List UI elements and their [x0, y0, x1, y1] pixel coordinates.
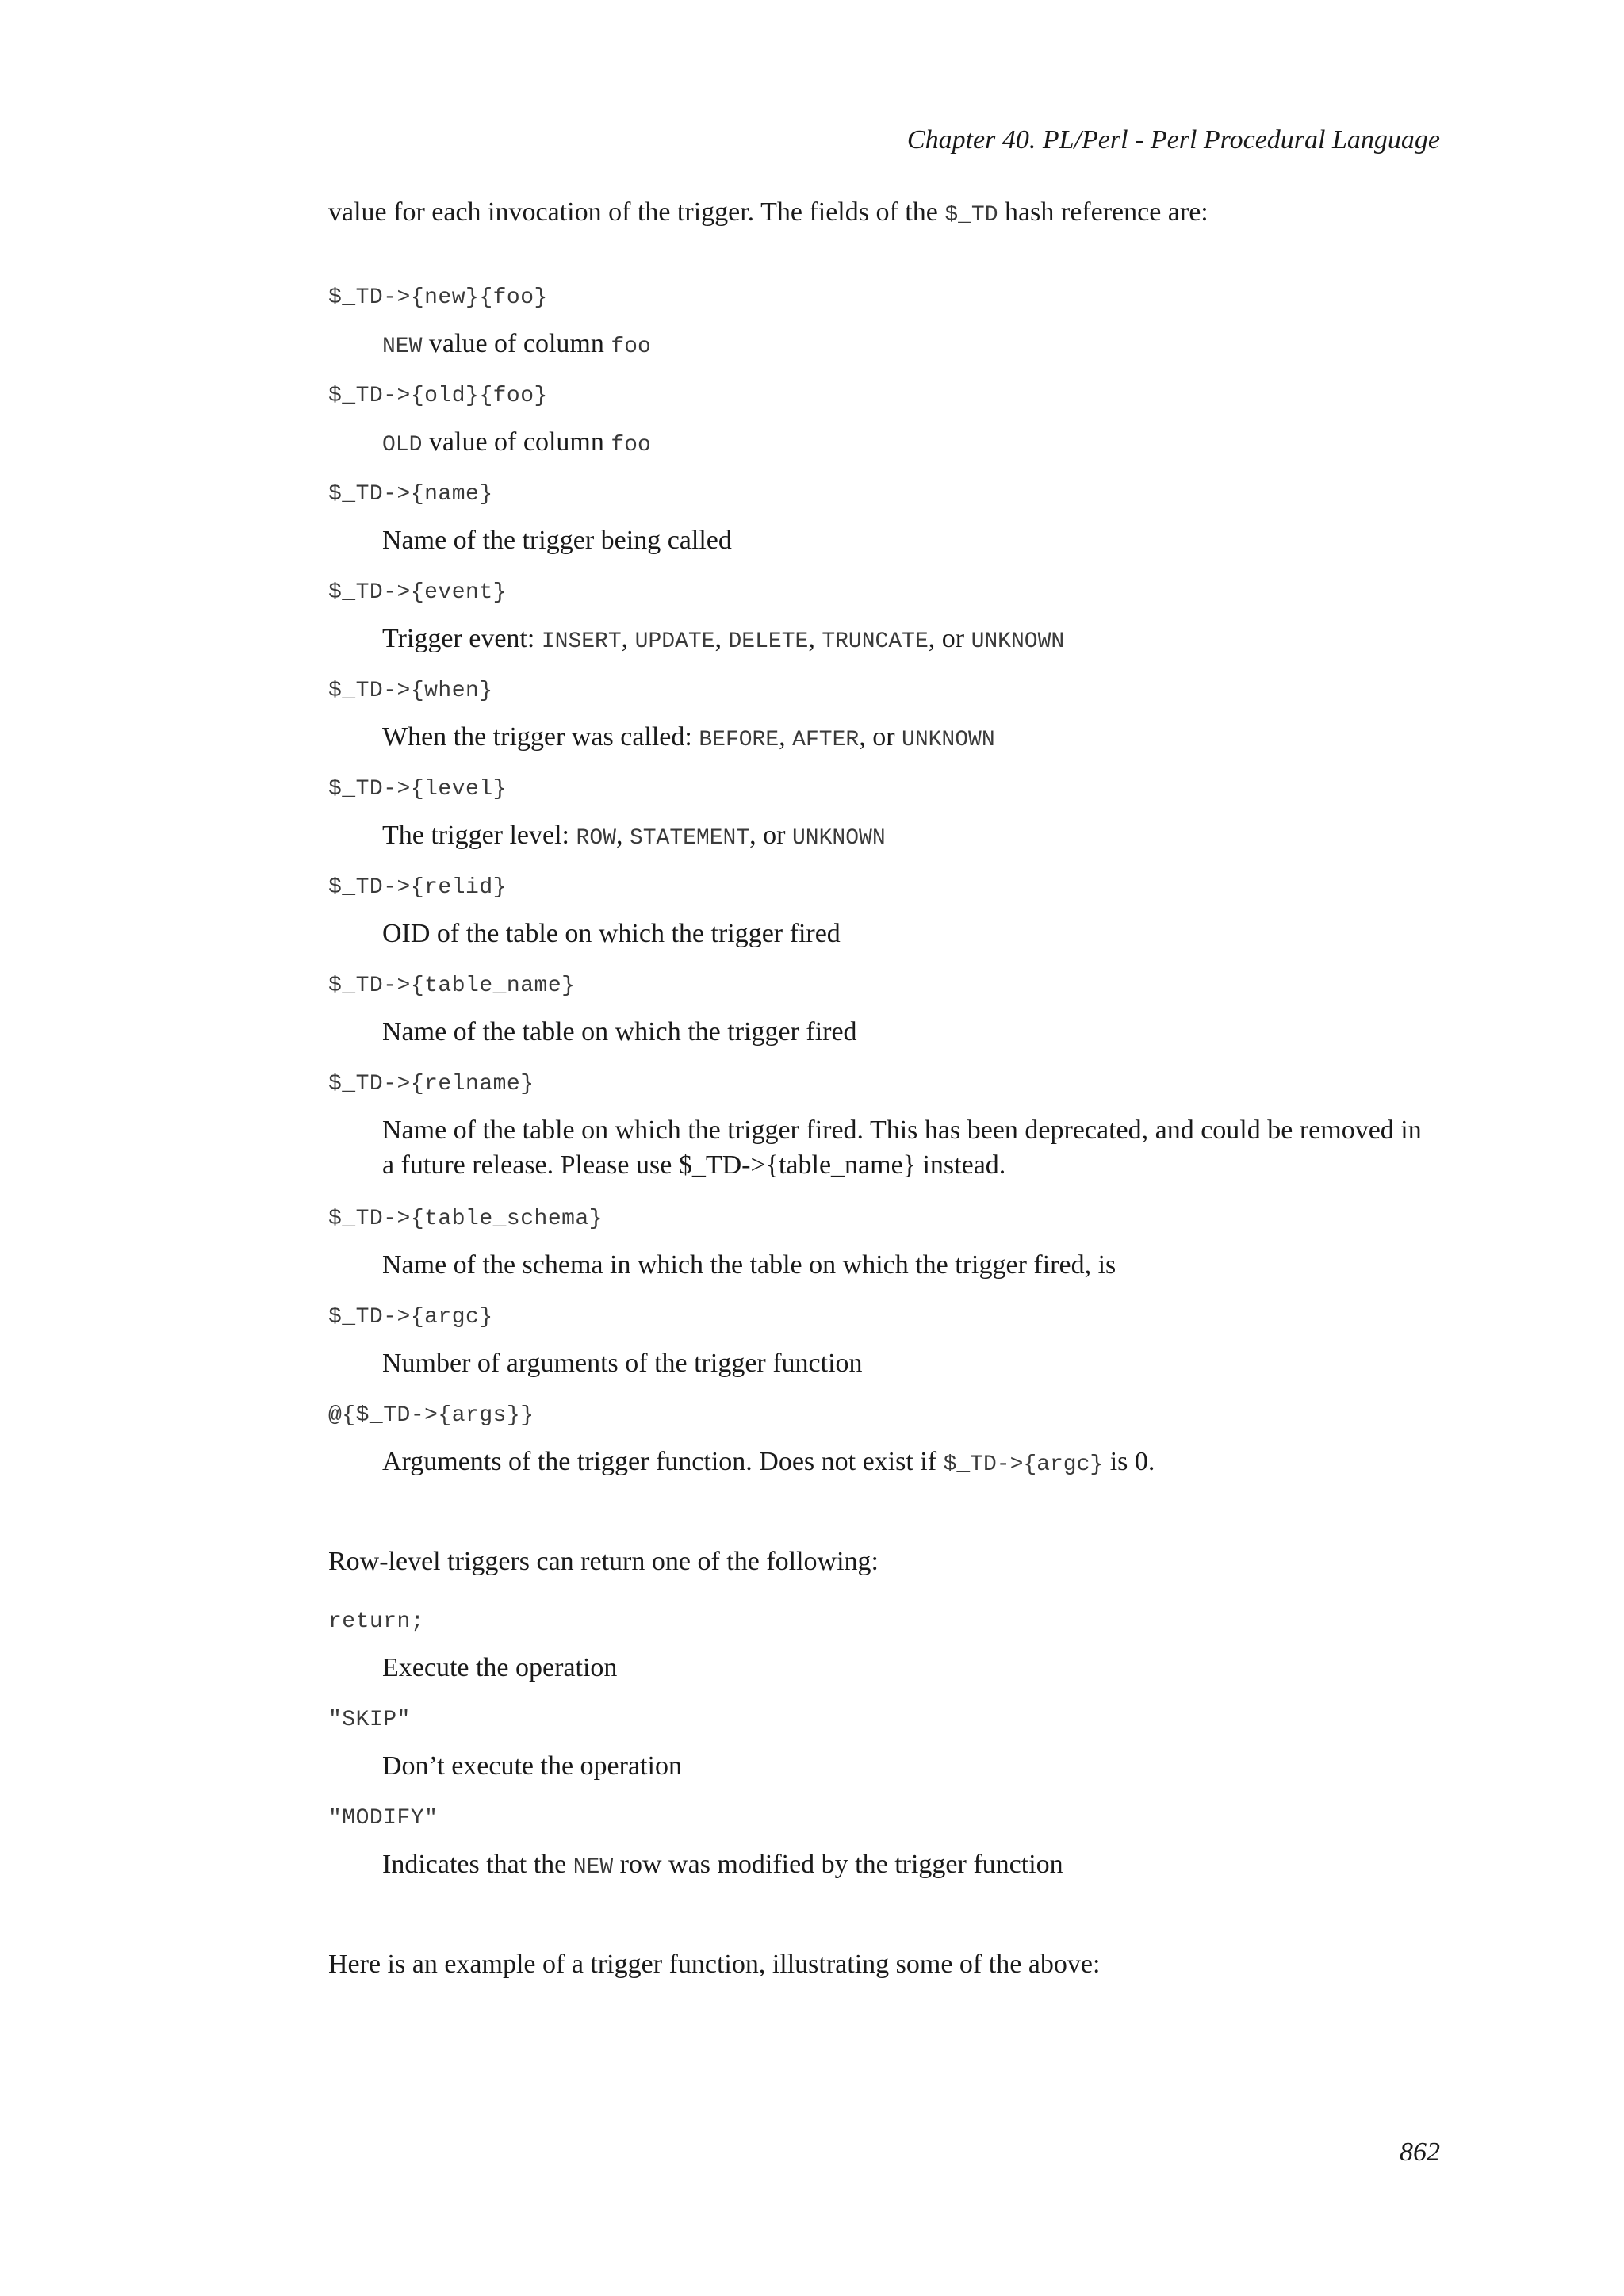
return-value-description [382, 1847, 1440, 1885]
return-value-description [382, 1651, 1440, 1686]
inline-code: AFTER [792, 728, 860, 752]
row-level-intro: Row-level triggers can return one of the following: [328, 1547, 879, 1576]
description-text: Number of arguments of the trigger function [382, 1349, 863, 1378]
inline-code: foo [611, 335, 651, 359]
return-value-term: return; [328, 1609, 425, 1634]
page-number: 862 [1400, 2137, 1440, 2167]
description-text: , [808, 624, 822, 653]
description-text: Arguments of the trigger function. Does not exist if [382, 1447, 944, 1476]
description-text: Name of the schema in which the table on which the trigger fired, is [382, 1250, 1116, 1280]
inline-code: ROW [576, 826, 616, 851]
description-text: Name of the trigger being called [382, 526, 732, 555]
example-intro: Here is an example of a trigger function, illustrating some of the above: [328, 1950, 1101, 1979]
description-text: Trigger event: [382, 624, 542, 653]
return-value-description [382, 1749, 1440, 1784]
inline-code: UNKNOWN [902, 728, 995, 752]
description-text: OID of the table on which the trigger fired [382, 919, 841, 948]
field-description [382, 720, 1440, 758]
intro-text-before: value for each invocation of the trigger. The fields of the [328, 197, 945, 227]
inline-code: DELETE [728, 629, 809, 654]
field-term: $_TD->{level} [328, 777, 507, 802]
description-text: Indicates that the [382, 1850, 573, 1879]
chapter-header: Chapter 40. PL/Perl - Perl Procedural Language [906, 125, 1440, 155]
inline-code: UPDATE [634, 629, 715, 654]
description-text: Execute the operation [382, 1653, 618, 1682]
return-value-term: "MODIFY" [328, 1806, 439, 1831]
field-term: $_TD->{relname} [328, 1072, 534, 1096]
field-term: $_TD->{event} [328, 580, 507, 605]
inline-code: TRUNCATE [822, 629, 929, 654]
inline-code: UNKNOWN [792, 826, 886, 851]
field-term: $_TD->{new}{foo} [328, 285, 548, 310]
field-description [382, 916, 1440, 951]
intro-code-td: $_TD [944, 203, 998, 228]
field-description [382, 1113, 1440, 1183]
inline-code: OLD [382, 433, 423, 457]
intro-paragraph [328, 195, 1208, 233]
inline-code: INSERT [541, 629, 622, 654]
description-text: Name of the table on which the trigger fired [382, 1017, 857, 1047]
description-text: value of column [422, 329, 611, 358]
intro-text-after: hash reference are: [998, 197, 1208, 227]
field-term: $_TD->{relid} [328, 875, 507, 900]
return-value-term: "SKIP" [328, 1708, 411, 1732]
inline-code: UNKNOWN [971, 629, 1065, 654]
field-term: $_TD->{table_name} [328, 974, 576, 998]
field-description [382, 1445, 1440, 1483]
field-term: $_TD->{old}{foo} [328, 384, 548, 408]
description-text: Don’t execute the operation [382, 1751, 682, 1781]
description-text: , or [859, 722, 902, 752]
description-text: , or [928, 624, 971, 653]
inline-code: foo [611, 433, 651, 457]
field-description [382, 1248, 1440, 1283]
field-term: @{$_TD->{args}} [328, 1403, 534, 1428]
description-text: , [779, 722, 793, 752]
inline-code: BEFORE [699, 728, 779, 752]
description-text: When the trigger was called: [382, 722, 699, 752]
field-description [382, 1346, 1440, 1381]
description-text: Name of the table on which the trigger fired. This has been deprecated, and could be removed in a future release. Please use $_TD->{table_name} instead. [382, 1115, 1422, 1180]
description-text: , [621, 624, 635, 653]
description-text: is 0. [1103, 1447, 1155, 1476]
inline-code: $_TD->{argc} [943, 1452, 1104, 1477]
field-description [382, 818, 1440, 856]
description-text: The trigger level: [382, 821, 576, 850]
field-description [382, 1015, 1440, 1050]
description-text: , [714, 624, 729, 653]
field-term: $_TD->{name} [328, 482, 493, 507]
field-description [382, 425, 1440, 463]
description-text: , or [749, 821, 792, 850]
description-text: value of column [422, 427, 611, 457]
field-term: $_TD->{argc} [328, 1305, 493, 1330]
description-text: , [615, 821, 630, 850]
field-term: $_TD->{when} [328, 679, 493, 703]
inline-code: STATEMENT [629, 826, 750, 851]
field-term: $_TD->{table_schema} [328, 1207, 603, 1231]
field-description [382, 622, 1440, 660]
inline-code: NEW [573, 1855, 614, 1880]
field-description [382, 523, 1440, 558]
inline-code: NEW [382, 335, 423, 359]
field-description [382, 327, 1440, 365]
description-text: row was modified by the trigger function [613, 1850, 1063, 1879]
